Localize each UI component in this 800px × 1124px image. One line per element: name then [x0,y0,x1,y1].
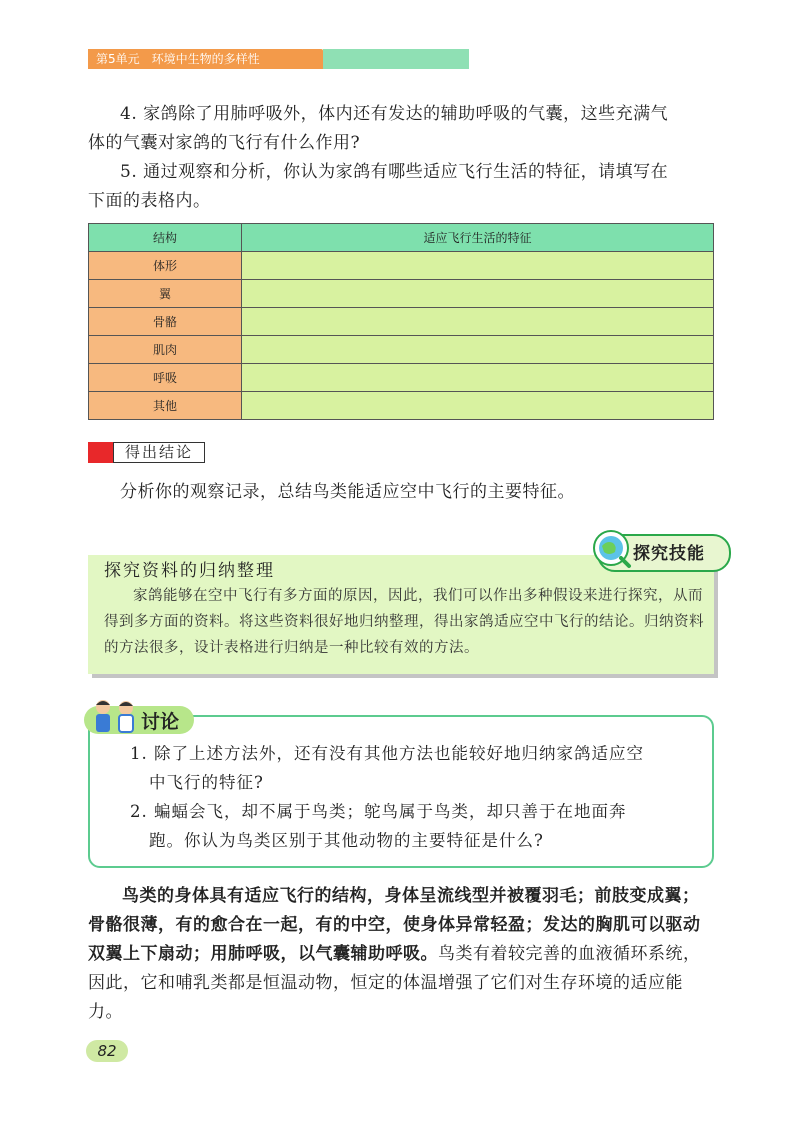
table-cell-blank[interactable] [242,280,714,308]
table-cell-blank[interactable] [242,364,714,392]
summary-bold-text: 鸟类的身体具有适应飞行的结构，身体呈流线型并被覆羽毛；前肢变成翼；骨骼很薄，有的愈合在一起，有的中空，使身体异常轻盈；发达的胸肌可以驱动双翼上下扇动；用肺呼吸，以气囊辅助呼吸。 [88,886,701,964]
skill-body: 家鸽能够在空中飞行有多方面的原因，因此，我们可以作出多种假设来进行探究，从而得到多方面的资料。将这些资料很好地归纳整理，得出家鸽适应空中飞行的结论。归纳资料的方法很多，设计表格进行归纳是一种比较有效的方法。 [104,588,704,656]
unit-title: 第5单元 环境中生物的多样性 [96,52,260,66]
table-row-label: 肌肉 [89,336,242,364]
discussion-item-1-line-2: 中飞行的特征? [149,773,264,792]
conclusion-label: 得出结论 [113,442,205,463]
table-row [89,392,714,420]
question-4-line-1: 4. 家鸽除了用肺呼吸外，体内还有发达的辅助呼吸的气囊，这些充满气 [120,104,669,124]
table-row [89,336,714,364]
page-number: 82 [97,1042,117,1060]
table-cell-blank[interactable] [242,392,714,420]
table-header-row [89,224,714,252]
table-header-structure: 结构 [89,224,242,252]
magnifier-globe-icon [591,528,633,570]
table-row-label: 翼 [89,280,242,308]
question-4-line-2: 体的气囊对家鸽的飞行有什么作用? [88,133,361,153]
table-row-label: 其他 [89,392,242,420]
table-row [89,364,714,392]
table-row [89,308,714,336]
summary-paragraph [88,882,716,1027]
table-row-label: 呼吸 [89,364,242,392]
students-icon [90,697,140,739]
question-5-line-1: 5. 通过观察和分析，你认为家鸽有哪些适应飞行生活的特征，请填写在 [120,162,669,182]
discussion-item-1-line-1: 1. 除了上述方法外，还有没有其他方法也能较好地归纳家鸽适应空 [130,744,644,763]
table-row-label: 骨骼 [89,308,242,336]
discussion-item-2-line-1: 2. 蝙蝠会飞，却不属于鸟类；鸵鸟属于鸟类，却只善于在地面奔 [130,802,627,821]
summary-normal-text: 鸟类有着较完善的血液循环系统，因此，它和哺乳类都是恒温动物，恒定的体温增强了它们对生存环境的适应能力。 [88,944,701,1022]
discussion-item-2-line-2: 跑。你认为鸟类区别于其他动物的主要特征是什么? [149,831,544,850]
question-5-line-2: 下面的表格内。 [88,191,211,211]
conclusion-text: 分析你的观察记录，总结鸟类能适应空中飞行的主要特征。 [120,482,575,502]
table-cell-blank[interactable] [242,336,714,364]
discussion-label: 讨论 [141,711,180,733]
table-row-label: 体形 [89,252,242,280]
table-cell-blank[interactable] [242,308,714,336]
table-cell-blank[interactable] [242,252,714,280]
skill-badge-label: 探究技能 [633,544,705,564]
header-accent-band [323,49,469,69]
skill-title: 探究资料的归纳整理 [104,561,275,581]
table-row [89,252,714,280]
flight-features-table [88,223,714,420]
conclusion-marker [88,442,113,463]
table-row [89,280,714,308]
table-header-features: 适应飞行生活的特征 [242,224,714,252]
